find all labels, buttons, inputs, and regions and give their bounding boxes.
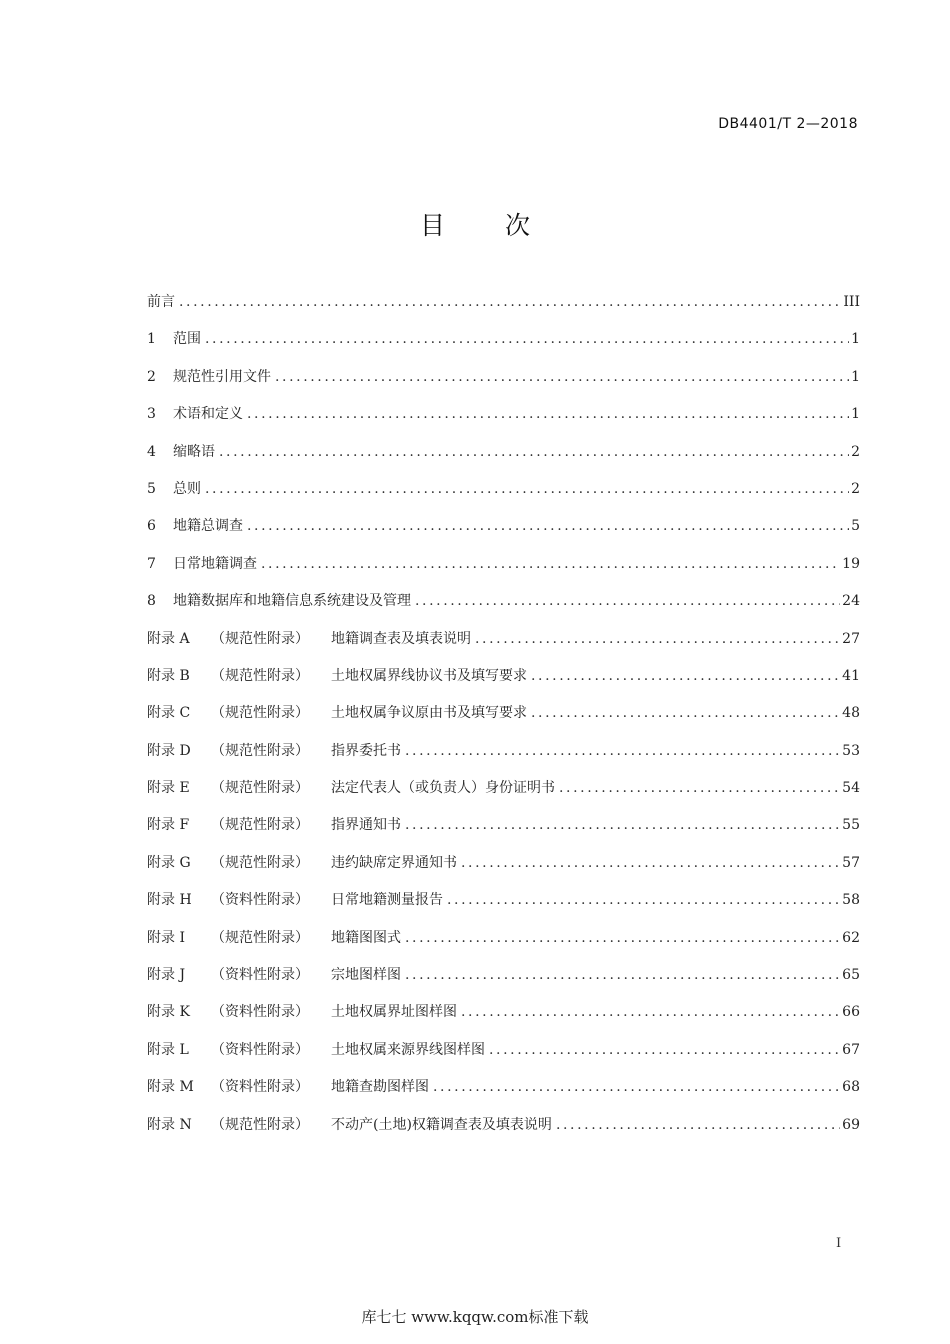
appendix-title: 违约缺席定界通知书 xyxy=(331,854,457,871)
appendix-prefix: 附录 M xyxy=(147,1079,194,1096)
toc-entry-6[interactable] xyxy=(147,515,860,552)
appendix-title: 日常地籍测量报告 xyxy=(331,892,443,909)
toc-entry-number: 7 xyxy=(147,555,156,572)
toc-entry-page: 62 xyxy=(842,929,860,946)
appendix-prefix: 附录 A xyxy=(147,630,190,647)
appendix-prefix: 附录 F xyxy=(147,817,190,834)
toc-entry-page: 5 xyxy=(851,518,860,535)
toc-entry-page: 53 xyxy=(842,742,860,759)
toc-entry-4[interactable] xyxy=(147,441,860,478)
dot-leader xyxy=(405,817,840,833)
toc-entry-3[interactable] xyxy=(147,403,860,440)
appendix-prefix: 附录 G xyxy=(147,854,191,871)
page-title: 目 次 xyxy=(420,211,556,240)
appendix-title: 地籍查勘图样图 xyxy=(331,1079,429,1096)
toc-entry-5[interactable] xyxy=(147,478,860,515)
toc-appendix-l[interactable] xyxy=(147,1039,860,1076)
toc-appendix-i[interactable] xyxy=(147,927,860,964)
toc-appendix-j[interactable] xyxy=(147,964,860,1001)
toc-appendix-b[interactable] xyxy=(147,665,860,702)
dot-leader xyxy=(433,1079,840,1095)
toc-entry-label: 前言 xyxy=(147,294,175,310)
appendix-title: 土地权属界线协议书及填写要求 xyxy=(331,667,527,684)
dot-leader xyxy=(461,1004,840,1020)
appendix-prefix: 附录 K xyxy=(147,1004,190,1021)
appendix-type: （规范性附录） xyxy=(211,630,309,647)
appendix-title: 土地权属来源界线图样图 xyxy=(331,1041,485,1058)
toc-entry-page: 2 xyxy=(851,443,860,460)
toc-entry-page: 54 xyxy=(842,780,860,797)
dot-leader xyxy=(531,668,840,684)
toc-entry-page: 66 xyxy=(842,1004,860,1021)
toc-entry-page: 27 xyxy=(842,630,860,647)
toc-appendix-e[interactable] xyxy=(147,777,860,814)
toc-entry-page: 55 xyxy=(842,817,860,834)
toc-appendix-c[interactable] xyxy=(147,702,860,739)
toc-entry-2[interactable] xyxy=(147,366,860,403)
dot-leader xyxy=(461,855,840,871)
toc-entry-page: 1 xyxy=(851,406,860,423)
appendix-title: 指界通知书 xyxy=(331,817,401,834)
dot-leader xyxy=(405,967,840,983)
dot-leader xyxy=(531,705,840,721)
dot-leader xyxy=(261,556,840,572)
dot-leader xyxy=(405,743,840,759)
toc-appendix-n[interactable] xyxy=(147,1114,860,1151)
appendix-prefix: 附录 I xyxy=(147,929,185,946)
toc-entry-label: 术语和定义 xyxy=(173,406,243,423)
toc-entry-page: 19 xyxy=(842,555,860,572)
appendix-type: （资料性附录） xyxy=(211,967,309,984)
dot-leader xyxy=(489,1042,840,1058)
toc-entry-8[interactable] xyxy=(147,590,860,627)
appendix-type: （规范性附录） xyxy=(211,705,309,722)
toc-entry-number: 2 xyxy=(147,368,156,385)
appendix-type: （规范性附录） xyxy=(211,929,309,946)
table-of-contents xyxy=(147,291,860,1151)
toc-entry-page: 1 xyxy=(851,331,860,348)
standard-code: DB4401/T 2—2018 xyxy=(718,116,858,132)
appendix-type: （规范性附录） xyxy=(211,1116,309,1133)
toc-appendix-h[interactable] xyxy=(147,889,860,926)
page-number: I xyxy=(836,1236,842,1251)
dot-leader xyxy=(205,481,849,497)
dot-leader xyxy=(205,331,849,347)
appendix-type: （资料性附录） xyxy=(211,1079,309,1096)
toc-entry-number: 8 xyxy=(147,593,156,610)
appendix-type: （规范性附录） xyxy=(211,817,309,834)
toc-entry-page: 68 xyxy=(842,1079,860,1096)
dot-leader xyxy=(475,631,840,647)
dot-leader xyxy=(556,1117,840,1133)
toc-entry-page: III xyxy=(843,294,860,310)
toc-entry-page: 48 xyxy=(842,705,860,722)
toc-appendix-g[interactable] xyxy=(147,852,860,889)
toc-entry-number: 5 xyxy=(147,480,156,497)
dot-leader xyxy=(219,444,849,460)
toc-entry-label: 地籍数据库和地籍信息系统建设及管理 xyxy=(173,593,411,610)
appendix-type: （规范性附录） xyxy=(211,742,309,759)
toc-entry-label: 总则 xyxy=(173,480,201,497)
appendix-title: 指界委托书 xyxy=(331,742,401,759)
toc-appendix-f[interactable] xyxy=(147,814,860,851)
toc-entry-number: 3 xyxy=(147,406,156,423)
dot-leader xyxy=(247,518,849,534)
dot-leader xyxy=(179,294,841,310)
toc-entry-page: 41 xyxy=(842,667,860,684)
appendix-prefix: 附录 E xyxy=(147,780,190,797)
toc-entry-preface[interactable] xyxy=(147,291,860,328)
appendix-type: （资料性附录） xyxy=(211,1041,309,1058)
dot-leader xyxy=(559,780,840,796)
appendix-prefix: 附录 D xyxy=(147,742,191,759)
appendix-type: （规范性附录） xyxy=(211,854,309,871)
appendix-title: 不动产(土地)权籍调查表及填表说明 xyxy=(331,1116,552,1133)
appendix-type: （规范性附录） xyxy=(211,780,309,797)
appendix-type: （资料性附录） xyxy=(211,1004,309,1021)
toc-entry-page: 65 xyxy=(842,967,860,984)
dot-leader xyxy=(415,593,840,609)
toc-entry-7[interactable] xyxy=(147,553,860,590)
toc-entry-label: 缩略语 xyxy=(173,443,215,460)
toc-entry-label: 范围 xyxy=(173,331,201,348)
toc-entry-label: 地籍总调查 xyxy=(173,518,243,535)
toc-entry-label: 规范性引用文件 xyxy=(173,368,271,385)
appendix-prefix: 附录 L xyxy=(147,1041,189,1058)
appendix-prefix: 附录 J xyxy=(147,967,186,984)
toc-entry-page: 24 xyxy=(842,593,860,610)
watermark-text: 库七七 www.kqqw.com标准下载 xyxy=(361,1308,589,1326)
dot-leader xyxy=(405,930,840,946)
appendix-prefix: 附录 H xyxy=(147,892,192,909)
appendix-prefix: 附录 C xyxy=(147,705,191,722)
toc-appendix-d[interactable] xyxy=(147,740,860,777)
appendix-type: （规范性附录） xyxy=(211,667,309,684)
appendix-prefix: 附录 N xyxy=(147,1116,192,1133)
toc-entry-page: 67 xyxy=(842,1041,860,1058)
toc-entry-page: 58 xyxy=(842,892,860,909)
appendix-title: 地籍调查表及填表说明 xyxy=(331,630,471,647)
toc-entry-page: 69 xyxy=(842,1116,860,1133)
appendix-title: 地籍图图式 xyxy=(331,929,401,946)
toc-entry-page: 2 xyxy=(851,480,860,497)
toc-appendix-k[interactable] xyxy=(147,1001,860,1038)
appendix-title: 法定代表人（或负责人）身份证明书 xyxy=(331,780,555,797)
toc-entry-page: 57 xyxy=(842,854,860,871)
dot-leader xyxy=(447,892,840,908)
appendix-title: 土地权属争议原由书及填写要求 xyxy=(331,705,527,722)
appendix-prefix: 附录 B xyxy=(147,667,190,684)
toc-appendix-a[interactable] xyxy=(147,628,860,665)
toc-entry-page: 1 xyxy=(851,368,860,385)
dot-leader xyxy=(247,406,849,422)
appendix-title: 土地权属界址图样图 xyxy=(331,1004,457,1021)
toc-entry-label: 日常地籍调查 xyxy=(173,555,257,572)
dot-leader xyxy=(275,369,849,385)
toc-entry-number: 1 xyxy=(147,331,156,348)
appendix-type: （资料性附录） xyxy=(211,892,309,909)
toc-entry-1[interactable] xyxy=(147,328,860,365)
toc-appendix-m[interactable] xyxy=(147,1076,860,1113)
toc-entry-number: 6 xyxy=(147,518,156,535)
appendix-title: 宗地图样图 xyxy=(331,967,401,984)
toc-entry-number: 4 xyxy=(147,443,156,460)
